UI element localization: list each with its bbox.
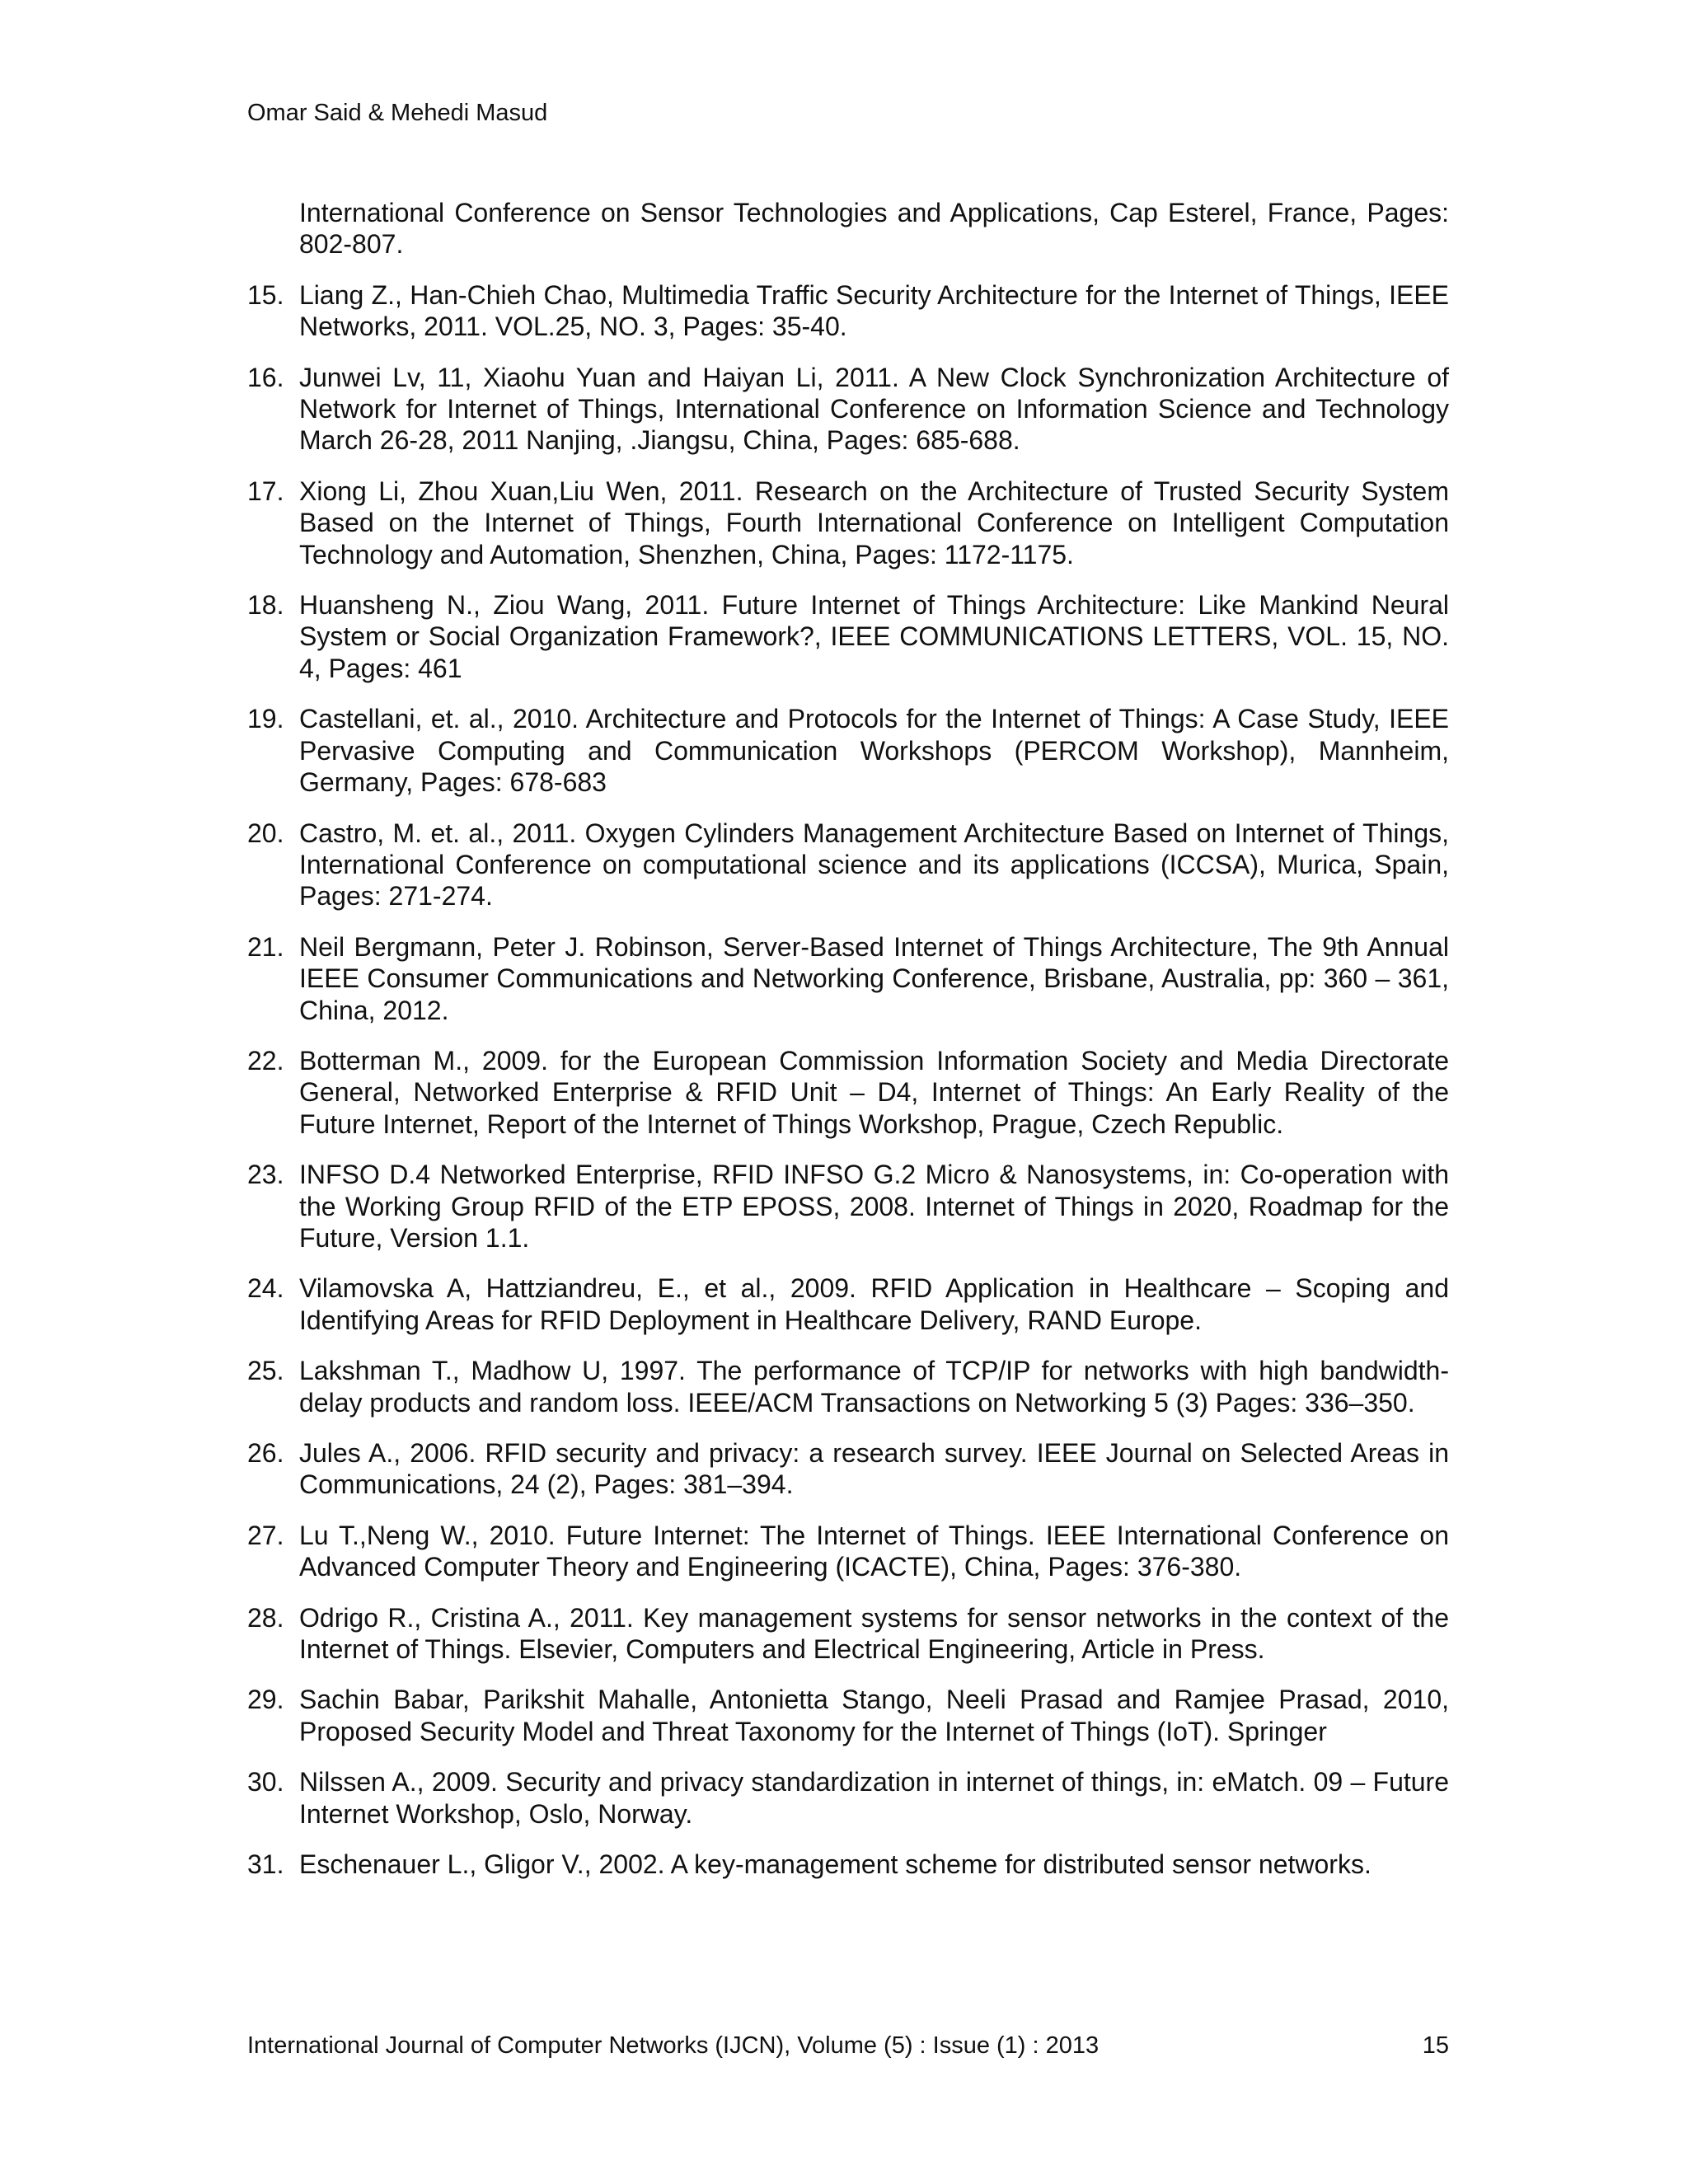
reference-number: 25. [247, 1356, 284, 1386]
reference-number: 16. [247, 362, 284, 392]
reference-text: International Conference on Sensor Technologies and Applications, Cap Esterel, France, Pages: 802-807. [299, 198, 1449, 260]
reference-item [247, 589, 1449, 684]
reference-item [247, 1272, 1449, 1336]
reference-item [247, 1159, 1449, 1254]
reference-number: 21. [247, 931, 284, 962]
reference-text: Botterman M., 2009. for the European Commission Information Society and Media Directorate General, Networked Enterprise & RFID Unit – D4, Internet of Things: An Early Reality of the Future Internet, Report of the Internet of Things Workshop, Prague, Czech Republic. [299, 1045, 1449, 1139]
reference-text: Liang Z., Han-Chieh Chao, Multimedia Traffic Security Architecture for the Internet of Things, IEEE Networks, 2011. VOL.25, NO. 3, Pages: 35-40. [299, 279, 1449, 342]
reference-text: Huansheng N., Ziou Wang, 2011. Future Internet of Things Architecture: Like Mankind Neural System or Social Organization Framework?, IEEE COMMUNICATIONS LETTERS, VOL. 15, NO. 4, Pages: 461 [299, 590, 1449, 683]
reference-number: 27. [247, 1520, 284, 1550]
reference-item [247, 818, 1449, 912]
reference-item [247, 1766, 1449, 1830]
reference-text: Junwei Lv, 11, Xiaohu Yuan and Haiyan Li, 2011. A New Clock Synchronization Architecture of Network for Internet of Things, International Conference on Information Science and Technology March 26-28, 2011 Nanjing, .Jiangsu, China, Pages: 685-688. [299, 362, 1449, 456]
reference-number: 28. [247, 1602, 284, 1633]
reference-text: Vilamovska A, Hattziandreu, E., et al., 2009. RFID Application in Healthcare – Scoping and Identifying Areas for RFID Deployment in Healthcare Delivery, RAND Europe. [299, 1273, 1449, 1335]
reference-item [247, 1684, 1449, 1747]
reference-item [247, 1045, 1449, 1140]
footer-journal-citation: International Journal of Computer Networks (IJCN), Volume (5) : Issue (1) : 2013 [247, 2032, 1100, 2059]
reference-number: 20. [247, 818, 284, 848]
reference-item [247, 703, 1449, 798]
reference-number: 31. [247, 1849, 284, 1880]
reference-number: 26. [247, 1438, 284, 1468]
running-footer [247, 2029, 1449, 2062]
reference-text: Odrigo R., Cristina A., 2011. Key management systems for sensor networks in the context of the Internet of Things. Elsevier, Computers and Electrical Engineering, Article in Press. [299, 1602, 1449, 1665]
running-header-authors: Omar Said & Mehedi Masud [247, 100, 548, 126]
reference-number: 18. [247, 590, 284, 621]
reference-text: Lu T.,Neng W., 2010. Future Internet: The Internet of Things. IEEE International Conference on Advanced Computer Theory and Engineering (ICACTE), China, Pages: 376-380. [299, 1520, 1449, 1582]
reference-list [247, 197, 1449, 1899]
reference-item [247, 1602, 1449, 1666]
reference-text: Castro, M. et. al., 2011. Oxygen Cylinders Management Architecture Based on Internet of Things, International Conference on computational science and its applications (ICCSA), Murica, Spain, Pages: 271-274. [299, 818, 1449, 912]
reference-item [247, 1437, 1449, 1501]
reference-number: 15. [247, 279, 284, 310]
reference-number: 29. [247, 1685, 284, 1715]
reference-text: INFSO D.4 Networked Enterprise, RFID INFSO G.2 Micro & Nanosystems, in: Co-operation with the Working Group RFID of the ETP EPOSS, 2008. Internet of Things in 2020, Roadmap for the Future, Version 1.1. [299, 1160, 1449, 1253]
reference-item [247, 476, 1449, 570]
reference-item [247, 279, 1449, 343]
page-number: 15 [1422, 2032, 1449, 2059]
reference-text: Nilssen A., 2009. Security and privacy standardization in internet of things, in: eMatch. 09 – Future Internet Workshop, Oslo, Norway. [299, 1767, 1449, 1829]
reference-text: Xiong Li, Zhou Xuan,Liu Wen, 2011. Research on the Architecture of Trusted Security System Based on the Internet of Things, Fourth International Conference on Intelligent Computation Technology and Automation, Shenzhen, China, Pages: 1172-1175. [299, 476, 1449, 569]
reference-number: 24. [247, 1273, 284, 1304]
reference-number: 23. [247, 1160, 284, 1190]
reference-text: Jules A., 2006. RFID security and privacy: a research survey. IEEE Journal on Selected Areas in Communications, 24 (2), Pages: 381–394. [299, 1438, 1449, 1500]
reference-item [247, 1520, 1449, 1583]
reference-item [247, 197, 1449, 260]
reference-item [247, 1355, 1449, 1418]
reference-number: 19. [247, 704, 284, 734]
reference-text: Lakshman T., Madhow U, 1997. The performance of TCP/IP for networks with high bandwidth-delay products and random loss. IEEE/ACM Transactions on Networking 5 (3) Pages: 336–350. [299, 1356, 1449, 1418]
reference-item [247, 362, 1449, 457]
reference-text: Sachin Babar, Parikshit Mahalle, Antonietta Stango, Neeli Prasad and Ramjee Prasad, 2010, Proposed Security Model and Threat Taxonomy for the Internet of Things (IoT). Springer [299, 1685, 1449, 1746]
reference-text: Eschenauer L., Gligor V., 2002. A key-management scheme for distributed sensor networks. [299, 1849, 1372, 1880]
reference-text: Castellani, et. al., 2010. Architecture and Protocols for the Internet of Things: A Case Study, IEEE Pervasive Computing and Communication Workshops (PERCOM Workshop), Mannheim, Germany, Pages: 678-683 [299, 704, 1449, 798]
reference-number: 30. [247, 1767, 284, 1797]
reference-number: 17. [247, 476, 284, 506]
reference-item [247, 1849, 1449, 1880]
reference-item [247, 931, 1449, 1026]
reference-text: Neil Bergmann, Peter J. Robinson, Server-Based Internet of Things Architecture, The 9th Annual IEEE Consumer Communications and Networking Conference, Brisbane, Australia, pp: 360 – 361, China, 2012. [299, 931, 1449, 1025]
reference-number: 22. [247, 1045, 284, 1076]
